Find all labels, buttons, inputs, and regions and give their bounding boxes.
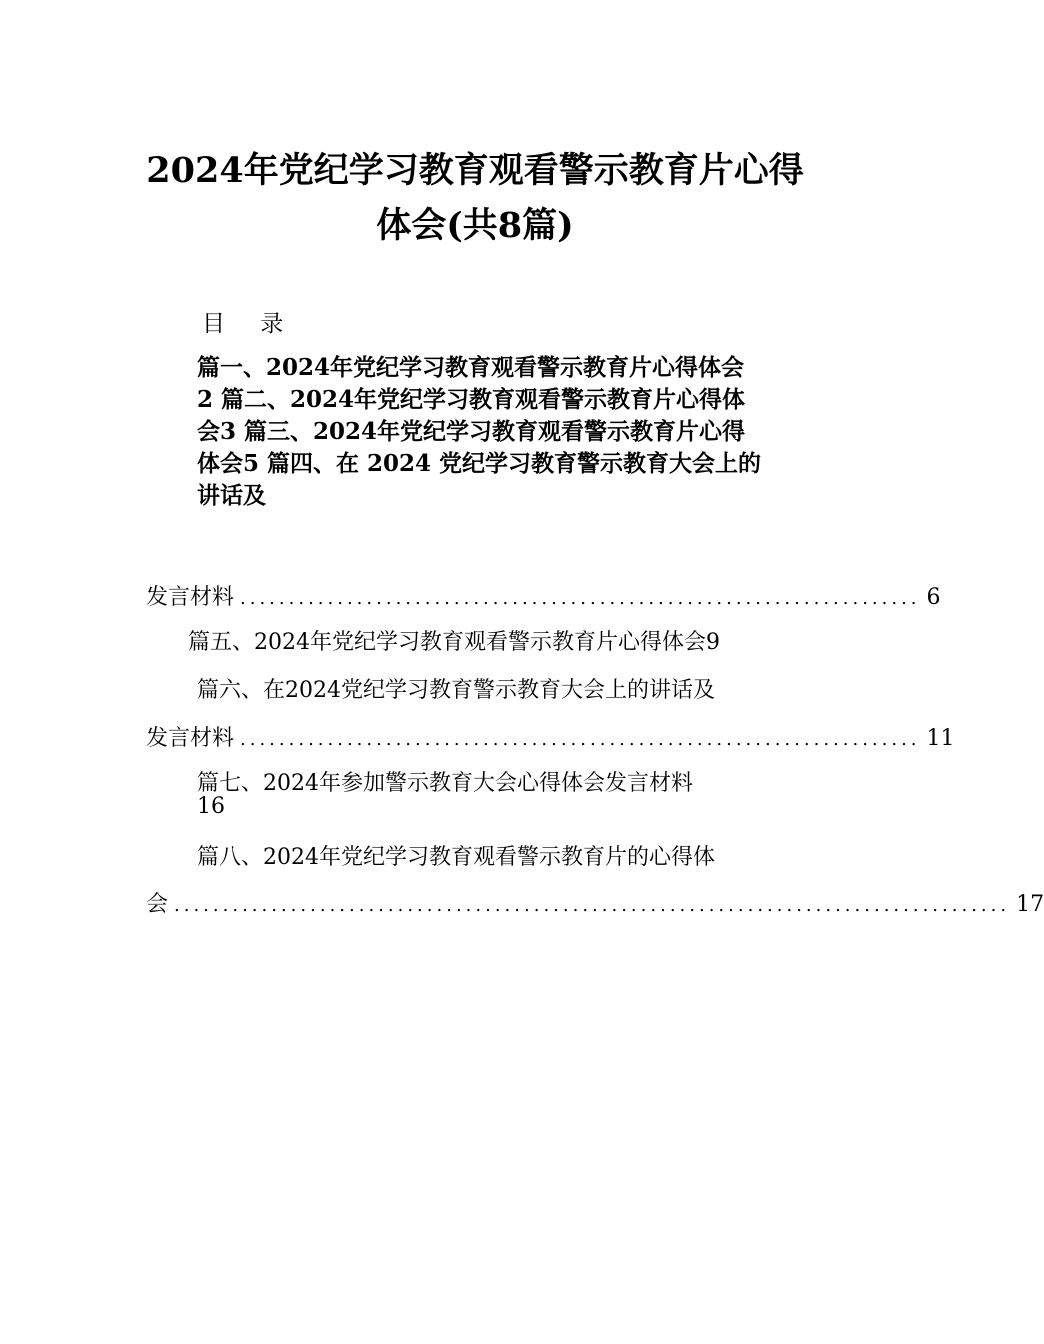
toc-bold-paragraph	[197, 352, 817, 512]
toc-entry-label: 发言材料	[146, 585, 235, 610]
toc-bold-line: 讲话及	[197, 482, 266, 509]
toc-entry-label: 发言材料	[146, 726, 235, 751]
toc-entry-6[interactable]: 篇六、在2024党纪学习教育警示教育大会上的讲话及	[197, 678, 715, 703]
document-title-line-2: 体会(共8篇)	[376, 205, 574, 246]
document-title-line-1: 2024年党纪学习教育观看警示教育片心得	[146, 150, 804, 191]
toc-entry-4-tail[interactable]	[146, 580, 941, 611]
toc-heading: 目 录	[202, 311, 298, 337]
toc-entry-8[interactable]: 篇八、2024年党纪学习教育观看警示教育片的心得体	[197, 845, 715, 870]
toc-page-number: 16	[197, 794, 225, 819]
toc-entry-8-tail[interactable]	[146, 887, 1044, 918]
toc-page-number: 11	[926, 726, 955, 751]
toc-entry-5[interactable]: 篇五、2024年党纪学习教育观看警示教育片心得体会9	[188, 630, 720, 655]
toc-page-number: 6	[926, 585, 941, 610]
toc-entry-6-tail[interactable]	[146, 721, 955, 752]
toc-bold-line: 会3 篇三、2024年党纪学习教育观看警示教育片心得	[197, 418, 746, 445]
toc-entry-label: 会	[146, 892, 169, 917]
toc-leader-dots: ......................................................................	[240, 729, 921, 750]
toc-entry-7[interactable]: 篇七、2024年参加警示教育大会心得体会发言材料	[197, 771, 693, 796]
toc-bold-line: 篇一、2024年党纪学习教育观看警示教育片心得体会	[197, 354, 745, 381]
toc-bold-line: 体会5 篇四、在 2024 党纪学习教育警示教育大会上的	[197, 450, 762, 477]
toc-leader-dots: ......................................................................	[240, 588, 921, 609]
toc-page-number: 17	[1016, 892, 1044, 917]
toc-bold-line: 2 篇二、2024年党纪学习教育观看警示教育片心得体	[197, 386, 746, 413]
toc-leader-dots: ......................................................................................	[174, 895, 1011, 916]
